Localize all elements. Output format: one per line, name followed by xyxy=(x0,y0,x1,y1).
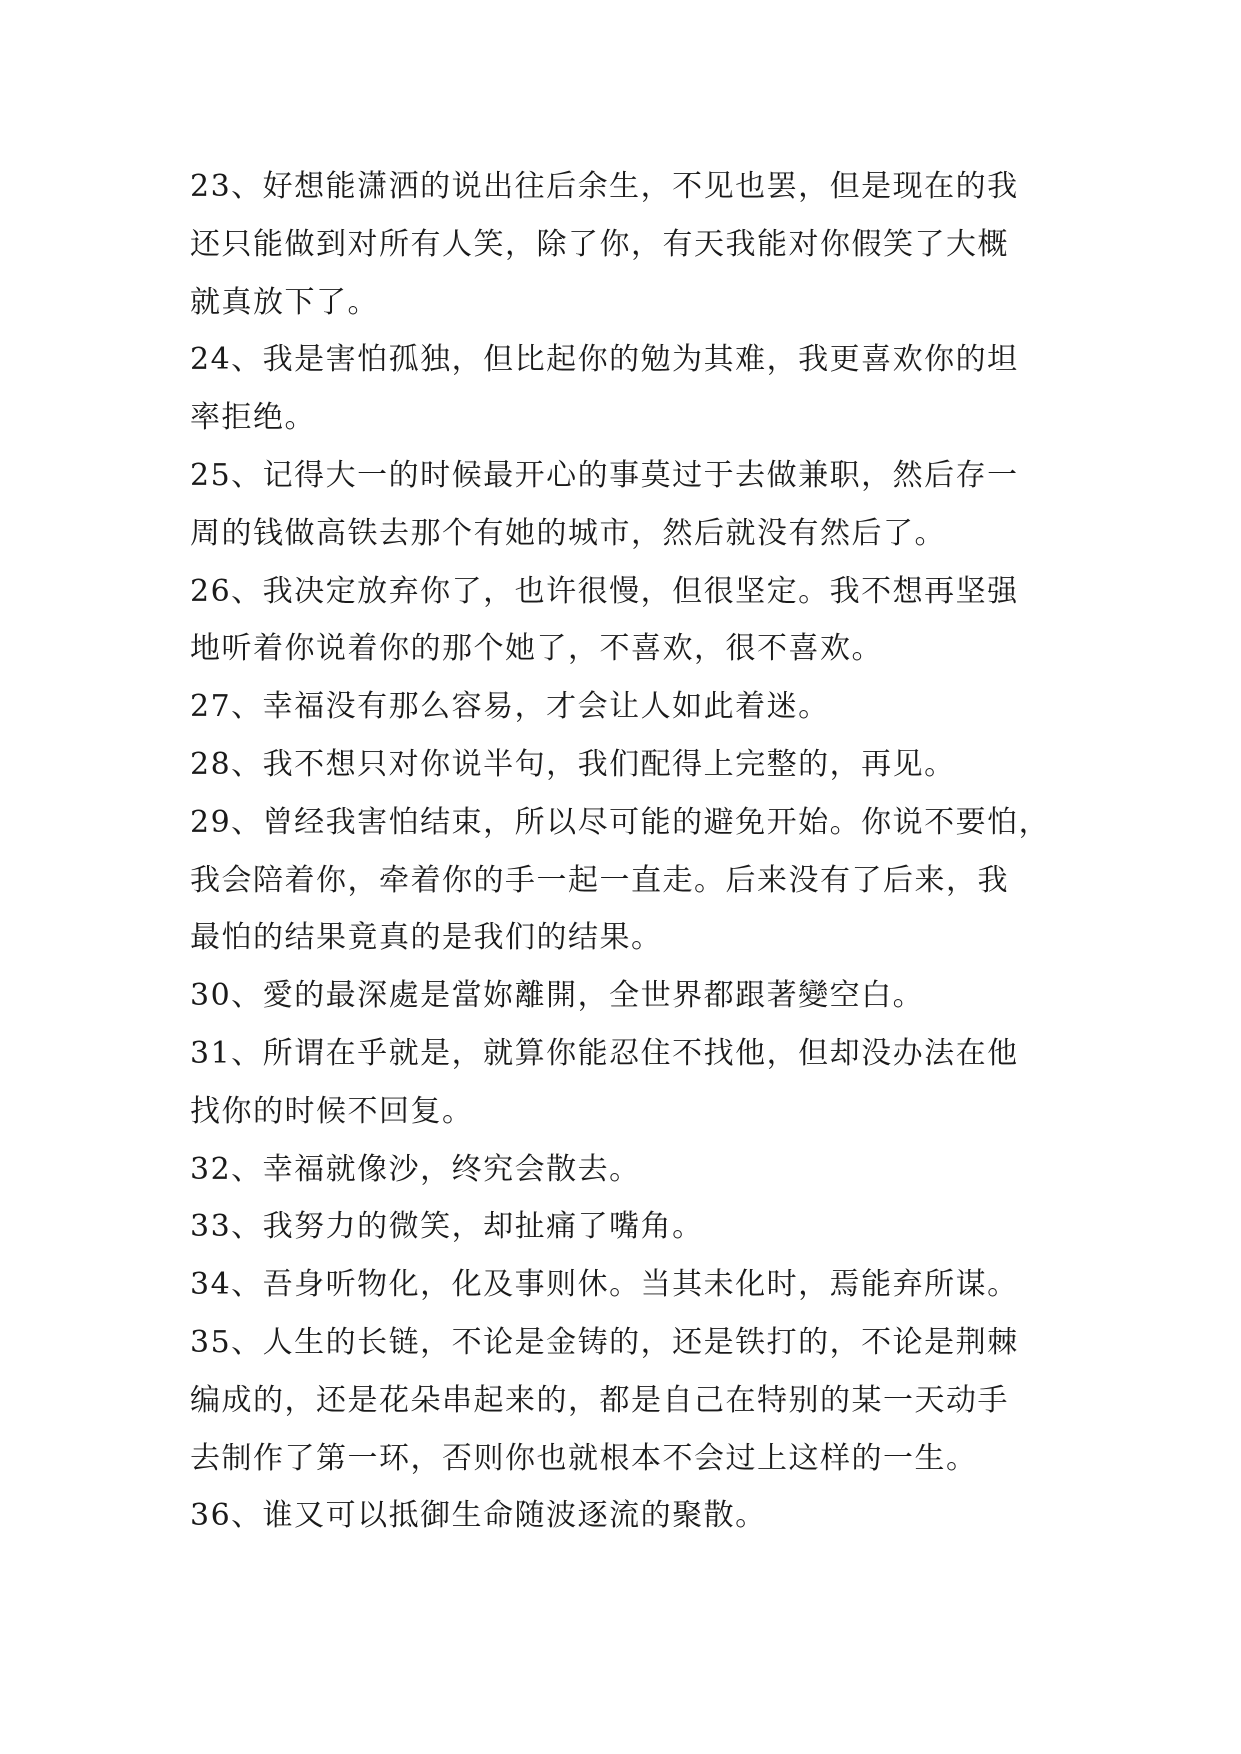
text-line: 找你的时候不回复。 xyxy=(190,1093,474,1129)
text-body xyxy=(190,158,1070,1545)
text-line: 24、我是害怕孤独，但比起你的勉为其难，我更喜欢你的坦 xyxy=(190,342,1019,378)
text-line: 32、幸福就像沙，终究会散去。 xyxy=(190,1151,641,1187)
text-line: 编成的，还是花朵串起来的，都是自己在特别的某一天动手 xyxy=(190,1382,1009,1418)
text-line: 地听着你说着你的那个她了，不喜欢，很不喜欢。 xyxy=(190,631,883,667)
text-line: 30、愛的最深處是當妳離開，全世界都跟著變空白。 xyxy=(190,978,925,1014)
text-line: 27、幸福没有那么容易，才会让人如此着迷。 xyxy=(190,689,830,725)
text-line: 去制作了第一环，否则你也就根本不会过上这样的一生。 xyxy=(190,1440,978,1476)
text-line: 36、谁又可以抵御生命随波逐流的聚散。 xyxy=(190,1498,767,1534)
text-line: 29、曾经我害怕结束，所以尽可能的避免开始。你说不要怕， xyxy=(190,804,1051,840)
text-line: 率拒绝。 xyxy=(190,400,316,436)
text-line: 31、所谓在乎就是，就算你能忍住不找他，但却没办法在他 xyxy=(190,1035,1019,1071)
text-line: 周的钱做高铁去那个有她的城市，然后就没有然后了。 xyxy=(190,515,946,551)
text-line: 28、我不想只对你说半句，我们配得上完整的，再见。 xyxy=(190,746,956,782)
text-line: 就真放下了。 xyxy=(190,284,379,320)
text-line: 最怕的结果竟真的是我们的结果。 xyxy=(190,920,663,956)
text-line: 35、人生的长链，不论是金铸的，还是铁打的，不论是荆棘 xyxy=(190,1324,1019,1360)
text-line: 还只能做到对所有人笑，除了你，有天我能对你假笑了大概 xyxy=(190,226,1009,262)
text-line: 33、我努力的微笑，却扯痛了嘴角。 xyxy=(190,1209,704,1245)
text-line: 25、记得大一的时候最开心的事莫过于去做兼职，然后存一 xyxy=(190,457,1019,493)
text-line: 34、吾身听物化，化及事则休。当其未化时，焉能弃所谋。 xyxy=(190,1267,1019,1303)
text-line: 我会陪着你，牵着你的手一起一直走。后来没有了后来，我 xyxy=(190,862,1009,898)
text-line: 26、我决定放弃你了，也许很慢，但很坚定。我不想再坚强 xyxy=(190,573,1019,609)
text-line: 23、好想能潇洒的说出往后余生，不见也罢，但是现在的我 xyxy=(190,169,1019,204)
